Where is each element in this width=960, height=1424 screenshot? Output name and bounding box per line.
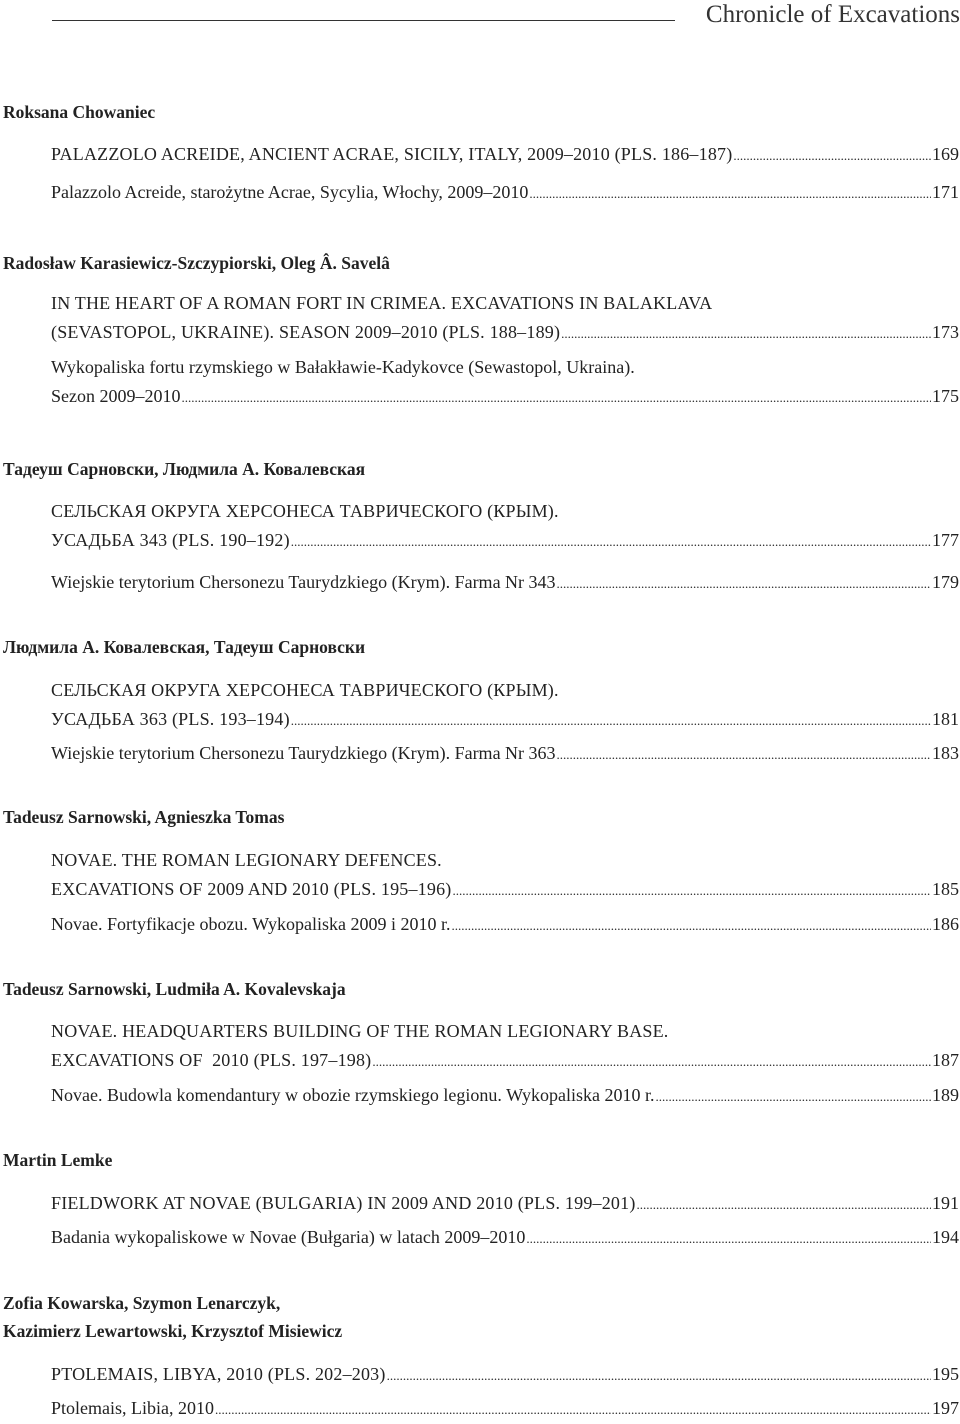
toc-item[interactable] (51, 1360, 959, 1390)
leader-dots (655, 1081, 931, 1111)
toc-item[interactable] (51, 1017, 959, 1076)
page-number: 181 (932, 709, 959, 729)
entry-authors: Tadeusz Sarnowski, Agnieszka Tomas (3, 807, 285, 827)
item-title: Wiejskie terytorium Chersonezu Taurydzkiego (Krym). Farma Nr 343 (51, 572, 556, 592)
item-title: NOVAE. HEADQUARTERS BUILDING OF THE ROMAN LEGIONARY BASE. (51, 1021, 669, 1041)
entry-authors: Людмила А. Ковалевская, Тадеуш Сарновски (3, 637, 366, 657)
item-title: EXCAVATIONS OF 2010 (PLS. 197–198) (51, 1050, 372, 1070)
toc-item[interactable] (51, 676, 959, 735)
leader-dots (291, 705, 931, 735)
toc-item[interactable] (51, 178, 959, 208)
item-title: Palazzolo Acreide, starożytne Acrae, Sycylia, Włochy, 2009–2010 (51, 182, 529, 202)
page-number: 194 (932, 1227, 959, 1247)
item-title: СЕЛЬСКАЯ ОКРУГА ХЕРСОНЕСА ТАВРИЧЕСКОГО (КРЫМ). (51, 501, 559, 521)
item-title: СЕЛЬСКАЯ ОКРУГА ХЕРСОНЕСА ТАВРИЧЕСКОГО (КРЫМ). (51, 680, 559, 700)
item-title: Wykopaliska fortu rzymskiego w Bałakławie-Kadykovce (Sewastopol, Ukraina). (51, 357, 635, 377)
page-number: 195 (932, 1364, 959, 1384)
item-title: Wiejskie terytorium Chersonezu Taurydzkiego (Krym). Farma Nr 363 (51, 743, 556, 763)
toc-item[interactable] (51, 1081, 959, 1111)
toc-item[interactable] (51, 568, 959, 598)
leader-dots (452, 910, 931, 940)
page-number: 173 (932, 322, 959, 342)
toc-item[interactable] (51, 140, 959, 170)
leader-dots (387, 1360, 931, 1390)
running-header: Chronicle of Excavations (705, 1, 960, 28)
page-number: 169 (932, 144, 959, 164)
leader-dots (637, 1189, 931, 1219)
page-number: 185 (932, 879, 959, 899)
leader-dots (215, 1394, 931, 1424)
entry-authors: Tadeusz Sarnowski, Ludmiła A. Kovalevskaja (3, 979, 346, 999)
page-number: 189 (932, 1085, 959, 1105)
leader-dots (291, 526, 931, 556)
entry-authors: Radosław Karasiewicz-Szczypiorski, Oleg Â. Savelâ (3, 253, 390, 273)
toc-item[interactable] (51, 1189, 959, 1219)
toc-item[interactable] (51, 1223, 959, 1253)
leader-dots (452, 875, 931, 905)
entry-authors: Zofia Kowarska, Szymon Lenarczyk, (3, 1293, 281, 1313)
item-title: УСАДЬБА 363 (PLS. 193–194) (51, 709, 290, 729)
page-number: 186 (932, 914, 959, 934)
leader-dots (182, 382, 932, 412)
item-title: PALAZZOLO ACREIDE, ANCIENT ACRAE, SICILY, ITALY, 2009–2010 (PLS. 186–187) (51, 144, 733, 164)
item-title: IN THE HEART OF A ROMAN FORT IN CRIMEA. EXCAVATIONS IN BALAKLAVA (51, 293, 713, 313)
toc-item[interactable] (51, 1394, 959, 1424)
leader-dots (372, 1046, 931, 1076)
entry-authors: Kazimierz Lewartowski, Krzysztof Misiewicz (3, 1321, 343, 1341)
item-title: NOVAE. THE ROMAN LEGIONARY DEFENCES. (51, 850, 442, 870)
item-title: Sezon 2009–2010 (51, 386, 181, 406)
toc-item[interactable] (51, 910, 959, 940)
item-title: FIELDWORK AT NOVAE (BULGARIA) IN 2009 AND 2010 (PLS. 199–201) (51, 1193, 636, 1213)
page-number: 179 (932, 572, 959, 592)
toc-item[interactable] (51, 497, 959, 556)
leader-dots (733, 140, 931, 170)
page-number: 183 (932, 743, 959, 763)
entry-authors: Тадеуш Сарновски, Людмила А. Ковалевская (3, 459, 366, 479)
header-rule (52, 20, 675, 21)
page-number: 197 (932, 1398, 959, 1418)
page-number: 175 (932, 386, 959, 406)
item-title: УСАДЬБА 343 (PLS. 190–192) (51, 530, 290, 550)
toc-item[interactable] (51, 353, 959, 412)
item-title: Ptolemais, Libia, 2010 (51, 1398, 214, 1418)
toc-item[interactable] (51, 846, 959, 905)
leader-dots (557, 568, 931, 598)
entry-authors: Martin Lemke (3, 1150, 113, 1170)
item-title: Novae. Fortyfikacje obozu. Wykopaliska 2009 i 2010 r. (51, 914, 451, 934)
item-title: PTOLEMAIS, LIBYA, 2010 (PLS. 202–203) (51, 1364, 386, 1384)
item-title: (SEVASTOPOL, UKRAINE). SEASON 2009–2010 (PLS. 188–189) (51, 322, 561, 342)
leader-dots (529, 178, 931, 208)
toc-item[interactable] (51, 289, 959, 348)
page-number: 187 (932, 1050, 959, 1070)
toc-item[interactable] (51, 739, 959, 769)
leader-dots (557, 739, 931, 769)
page-number: 171 (932, 182, 959, 202)
page-number: 191 (932, 1193, 959, 1213)
leader-dots (526, 1223, 931, 1253)
leader-dots (561, 318, 931, 348)
item-title: Novae. Budowla komendantury w obozie rzymskiego legionu. Wykopaliska 2010 r. (51, 1085, 655, 1105)
page-number: 177 (932, 530, 959, 550)
entry-authors: Roksana Chowaniec (3, 102, 156, 122)
item-title: Badania wykopaliskowe w Novae (Bułgaria) w latach 2009–2010 (51, 1227, 526, 1247)
item-title: EXCAVATIONS OF 2009 AND 2010 (PLS. 195–196) (51, 879, 452, 899)
